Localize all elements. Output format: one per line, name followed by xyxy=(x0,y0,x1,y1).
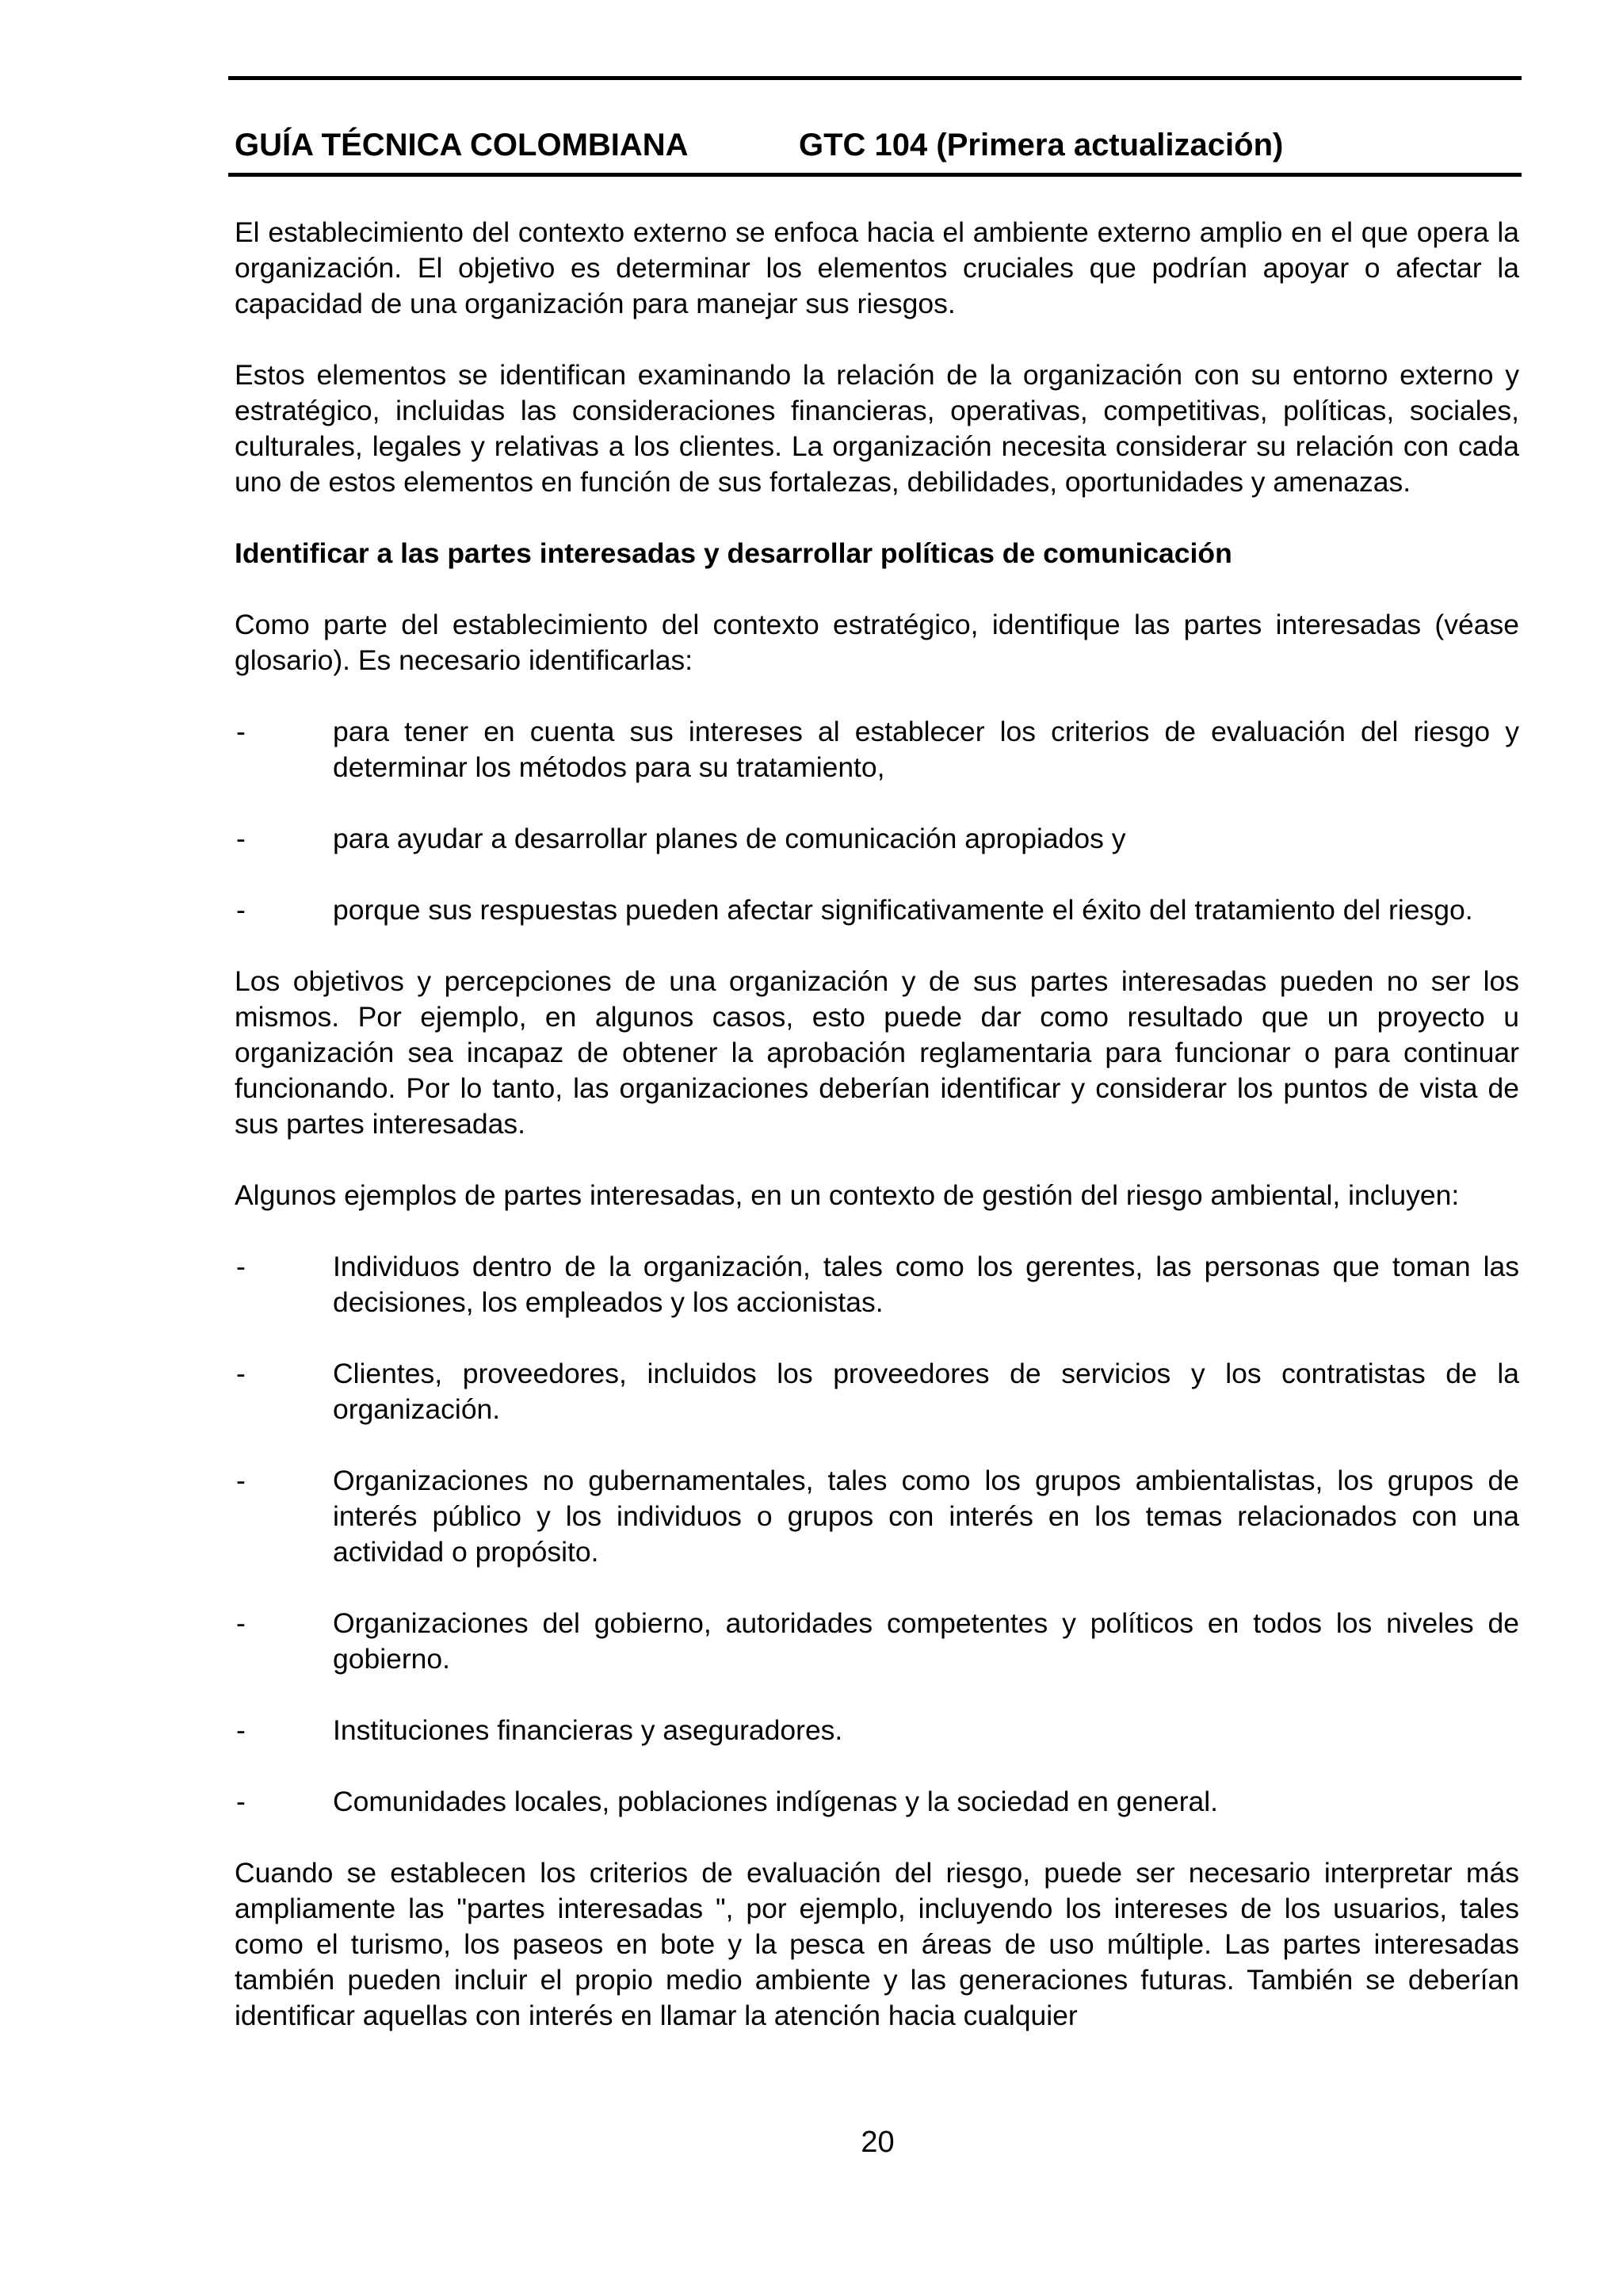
list-item-text: para tener en cuenta sus intereses al establecer los criterios de evaluación del riesgo y determinar los métodos para su tratamiento, xyxy=(333,716,1519,783)
list-item-text: para ayudar a desarrollar planes de comunicación apropiados y xyxy=(333,823,1126,854)
paragraph: El establecimiento del contexto externo se enfoca hacia el ambiente externo amplio en el que opera la organización. El objetivo es determinar los elementos cruciales que podrían apoyar o afectar la capacidad de una organización para manejar sus riesgos. xyxy=(235,216,1519,319)
list-marker: - xyxy=(236,1714,246,1746)
paragraph: Cuando se establecen los criterios de evaluación del riesgo, puede ser necesario interpretar más ampliamente las "partes interesadas ", por ejemplo, incluyendo los intereses de los usuarios, tales como el turismo, los paseos en bote y la pesca en áreas de uso múltiple. Las partes interesadas también pueden incluir el propio medio ambiente y las generaciones futuras. También se deberían identificar aquellas con interés en llamar la atención hacia cualquier xyxy=(235,1857,1519,2031)
page-number: 20 xyxy=(861,2126,895,2159)
paragraph: Estos elementos se identifican examinando la relación de la organización con su entorno externo y estratégico, incluidas las consideraciones financieras, operativas, competitivas, políticas, sociales, culturales, legales y relativas a los clientes. La organización necesita considerar su relación con cada uno de estos elementos en función de sus fortalezas, debilidades, oportunidades y amenazas. xyxy=(235,359,1519,498)
header-bottom-rule xyxy=(228,173,1522,177)
list-item-text: porque sus respuestas pueden afectar significativamente el éxito del tratamiento del riesgo. xyxy=(333,894,1473,926)
list-item xyxy=(235,892,1519,928)
list-item xyxy=(235,714,1519,785)
list-item xyxy=(235,1463,1519,1570)
list-marker: - xyxy=(236,1358,246,1389)
paragraph: Los objetivos y percepciones de una organización y de sus partes interesadas pueden no ser los mismos. Por ejemplo, en algunos casos, esto puede dar como resultado que un proyecto u organización sea incapaz de obtener la aprobación reglamentaria para funcionar o para continuar funcionando. Por lo tanto, las organizaciones deberían identificar y considerar los puntos de vista de sus partes interesadas. xyxy=(235,965,1519,1140)
list-marker: - xyxy=(236,1251,246,1282)
list-marker: - xyxy=(236,1465,246,1496)
list-item xyxy=(235,1606,1519,1677)
header-top-rule xyxy=(228,76,1522,80)
list-item xyxy=(235,1356,1519,1427)
list-item-text: Instituciones financieras y aseguradores. xyxy=(333,1714,843,1746)
list-item-text: Organizaciones del gobierno, autoridades competentes y políticos en todos los niveles de gobierno. xyxy=(333,1607,1519,1675)
list-item xyxy=(235,821,1519,857)
list-marker: - xyxy=(236,716,246,747)
page-content xyxy=(235,215,1519,2069)
paragraph: Como parte del establecimiento del contexto estratégico, identifique las partes interesadas (véase glosario). Es necesario identificarlas: xyxy=(235,609,1519,676)
list-item-text: Comunidades locales, poblaciones indígenas y la sociedad en general. xyxy=(333,1786,1219,1817)
list-item xyxy=(235,1249,1519,1320)
list-item xyxy=(235,1784,1519,1820)
paragraph: Algunos ejemplos de partes interesadas, en un contexto de gestión del riesgo ambiental, incluyen: xyxy=(235,1179,1460,1211)
list-marker: - xyxy=(236,894,246,926)
list-marker: - xyxy=(236,823,246,854)
section-heading: Identificar a las partes interesadas y desarrollar políticas de comunicación xyxy=(235,537,1232,569)
list-item xyxy=(235,1713,1519,1748)
header-title: GUÍA TÉCNICA COLOMBIANA xyxy=(235,128,689,162)
list-item-text: Organizaciones no gubernamentales, tales como los grupos ambientalistas, los grupos de interés público y los individuos o grupos con interés en los temas relacionados con una actividad o propósito. xyxy=(333,1465,1519,1568)
list-marker: - xyxy=(236,1786,246,1817)
list-item-text: Individuos dentro de la organización, tales como los gerentes, las personas que toman las decisiones, los empleados y los accionistas. xyxy=(333,1251,1519,1318)
list-item-text: Clientes, proveedores, incluidos los proveedores de servicios y los contratistas de la organización. xyxy=(333,1358,1519,1425)
header-standard-code: GTC 104 (Primera actualización) xyxy=(799,128,1284,162)
list-marker: - xyxy=(236,1607,246,1639)
